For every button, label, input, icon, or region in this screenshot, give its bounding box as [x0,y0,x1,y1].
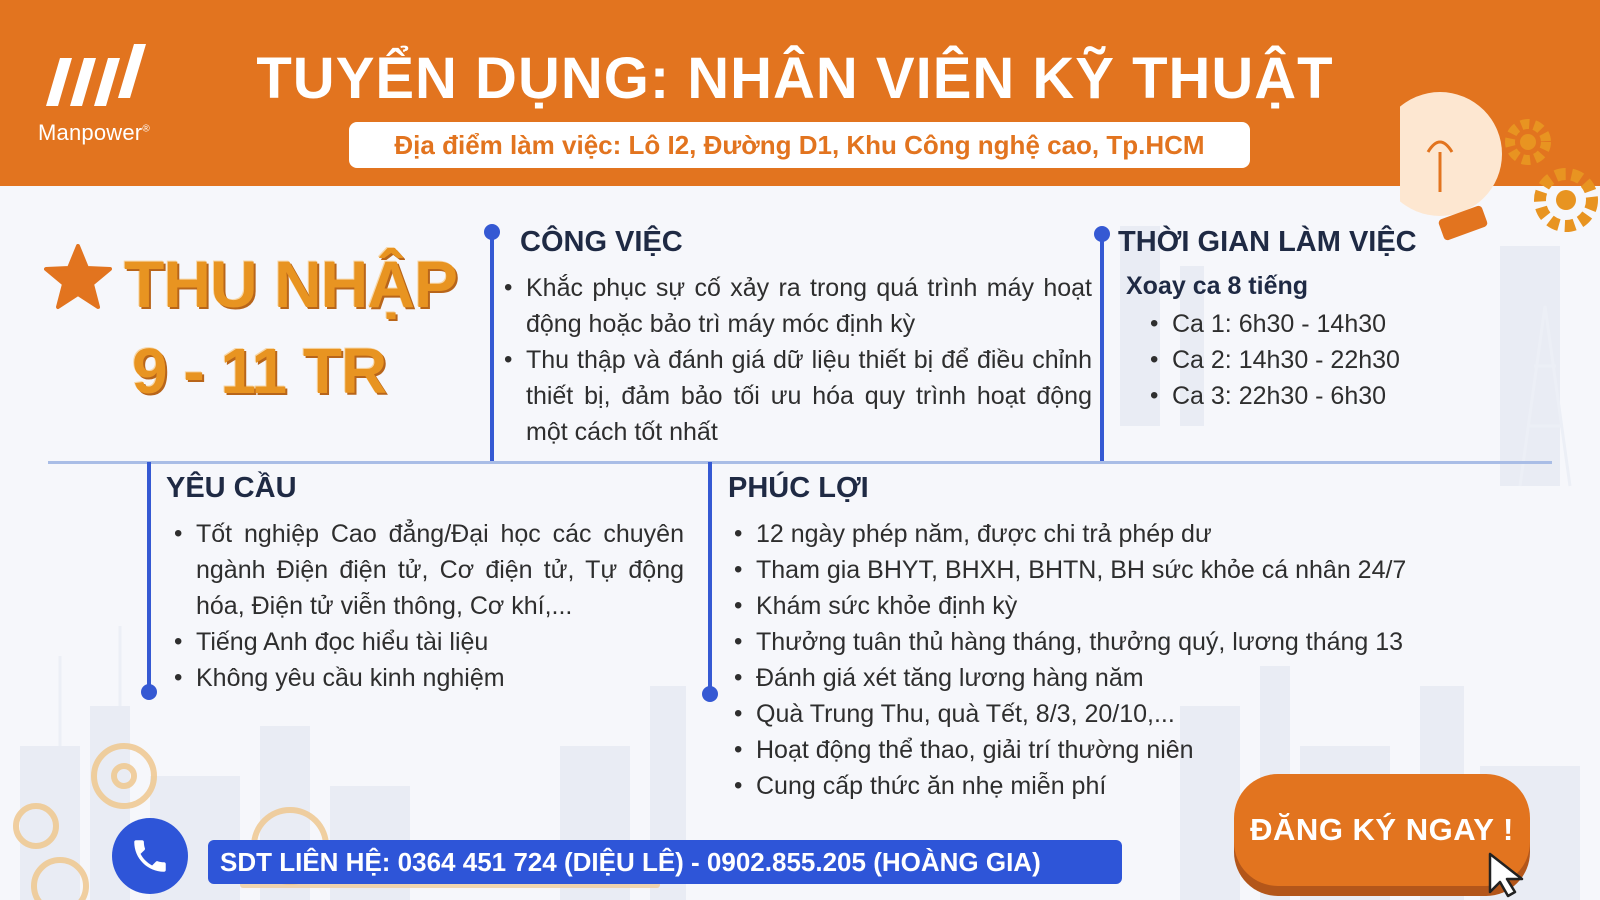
list-item: • Cung cấp thức ăn nhẹ miễn phí [730,768,1520,804]
logo-text: Manpower® [38,120,150,145]
list-item: • Quà Trung Thu, quà Tết, 8/3, 20/10,... [730,696,1520,732]
schedule-title: THỜI GIAN LÀM VIỆC [1118,226,1417,258]
timeline-dot [702,686,718,702]
timeline-line [1100,234,1104,462]
income-value: 9 - 11 TR [132,335,387,407]
list-item: • Thu thập và đánh giá dữ liệu thiết bị để điều chỉnh thiết bị, đảm bảo tối ưu hóa quy trình hoạt động một cách tốt nhất [500,342,1092,450]
phone-icon [129,835,171,877]
job-list [500,270,1092,450]
income-title: THU NHẬP [124,247,457,321]
timeline-line [490,232,494,462]
timeline-horizontal [48,461,1552,464]
requirements-title: YÊU CẦU [166,472,297,504]
register-button[interactable]: ĐĂNG KÝ NGAY ! [1234,774,1530,886]
list-item: • Không yêu cầu kinh nghiệm [170,660,684,696]
manpower-logo [32,36,182,156]
list-item: • Ca 1: 6h30 - 14h30 [1146,306,1566,342]
page-title: TUYỂN DỤNG: NHÂN VIÊN KỸ THUẬT [256,46,1334,111]
list-item: • Ca 3: 22h30 - 6h30 [1146,378,1566,414]
header-banner [0,0,1600,186]
job-title: CÔNG VIỆC [520,226,683,258]
list-item: • Khám sức khỏe định kỳ [730,588,1520,624]
timeline-line [708,462,712,690]
location-badge: Địa điểm làm việc: Lô I2, Đường D1, Khu Công nghệ cao, Tp.HCM [349,122,1250,168]
contact-phone-bar[interactable]: SDT LIÊN HỆ: 0364 451 724 (DIỆU LÊ) - 0902.855.205 (HOÀNG GIA) [208,840,1122,884]
schedule-list [1146,306,1566,414]
list-item: • Tốt nghiệp Cao đẳng/Đại học các chuyên ngành Điện điện tử, Cơ điện tử, Tự động hóa, Điện tử viễn thông, Cơ khí,... [170,516,684,624]
list-item: • Ca 2: 14h30 - 22h30 [1146,342,1566,378]
list-item: • Thưởng tuân thủ hàng tháng, thưởng quý, lương tháng 13 [730,624,1520,660]
lightbulb-icon [1400,92,1600,252]
schedule-subtitle: Xoay ca 8 tiếng [1126,272,1309,300]
star-icon [44,244,112,310]
list-item: • Tiếng Anh đọc hiểu tài liệu [170,624,684,660]
gear-icon [1510,124,1546,160]
gear-icon [1540,174,1592,226]
benefits-list [730,516,1520,804]
list-item: • Hoạt động thể thao, giải trí thường niên [730,732,1520,768]
list-item: • 12 ngày phép năm, được chi trả phép dư [730,516,1520,552]
list-item: • Khắc phục sự cố xảy ra trong quá trình máy hoạt động hoặc bảo trì máy móc định kỳ [500,270,1092,342]
requirements-list [170,516,684,696]
phone-button[interactable] [112,818,188,894]
cursor-icon [1488,852,1528,898]
list-item: • Đánh giá xét tăng lương hàng năm [730,660,1520,696]
benefits-title: PHÚC LỢI [728,472,869,504]
timeline-line [147,462,151,688]
manpower-logo-icon [32,36,162,116]
timeline-dot [141,684,157,700]
list-item: • Tham gia BHYT, BHXH, BHTN, BH sức khỏe cá nhân 24/7 [730,552,1520,588]
